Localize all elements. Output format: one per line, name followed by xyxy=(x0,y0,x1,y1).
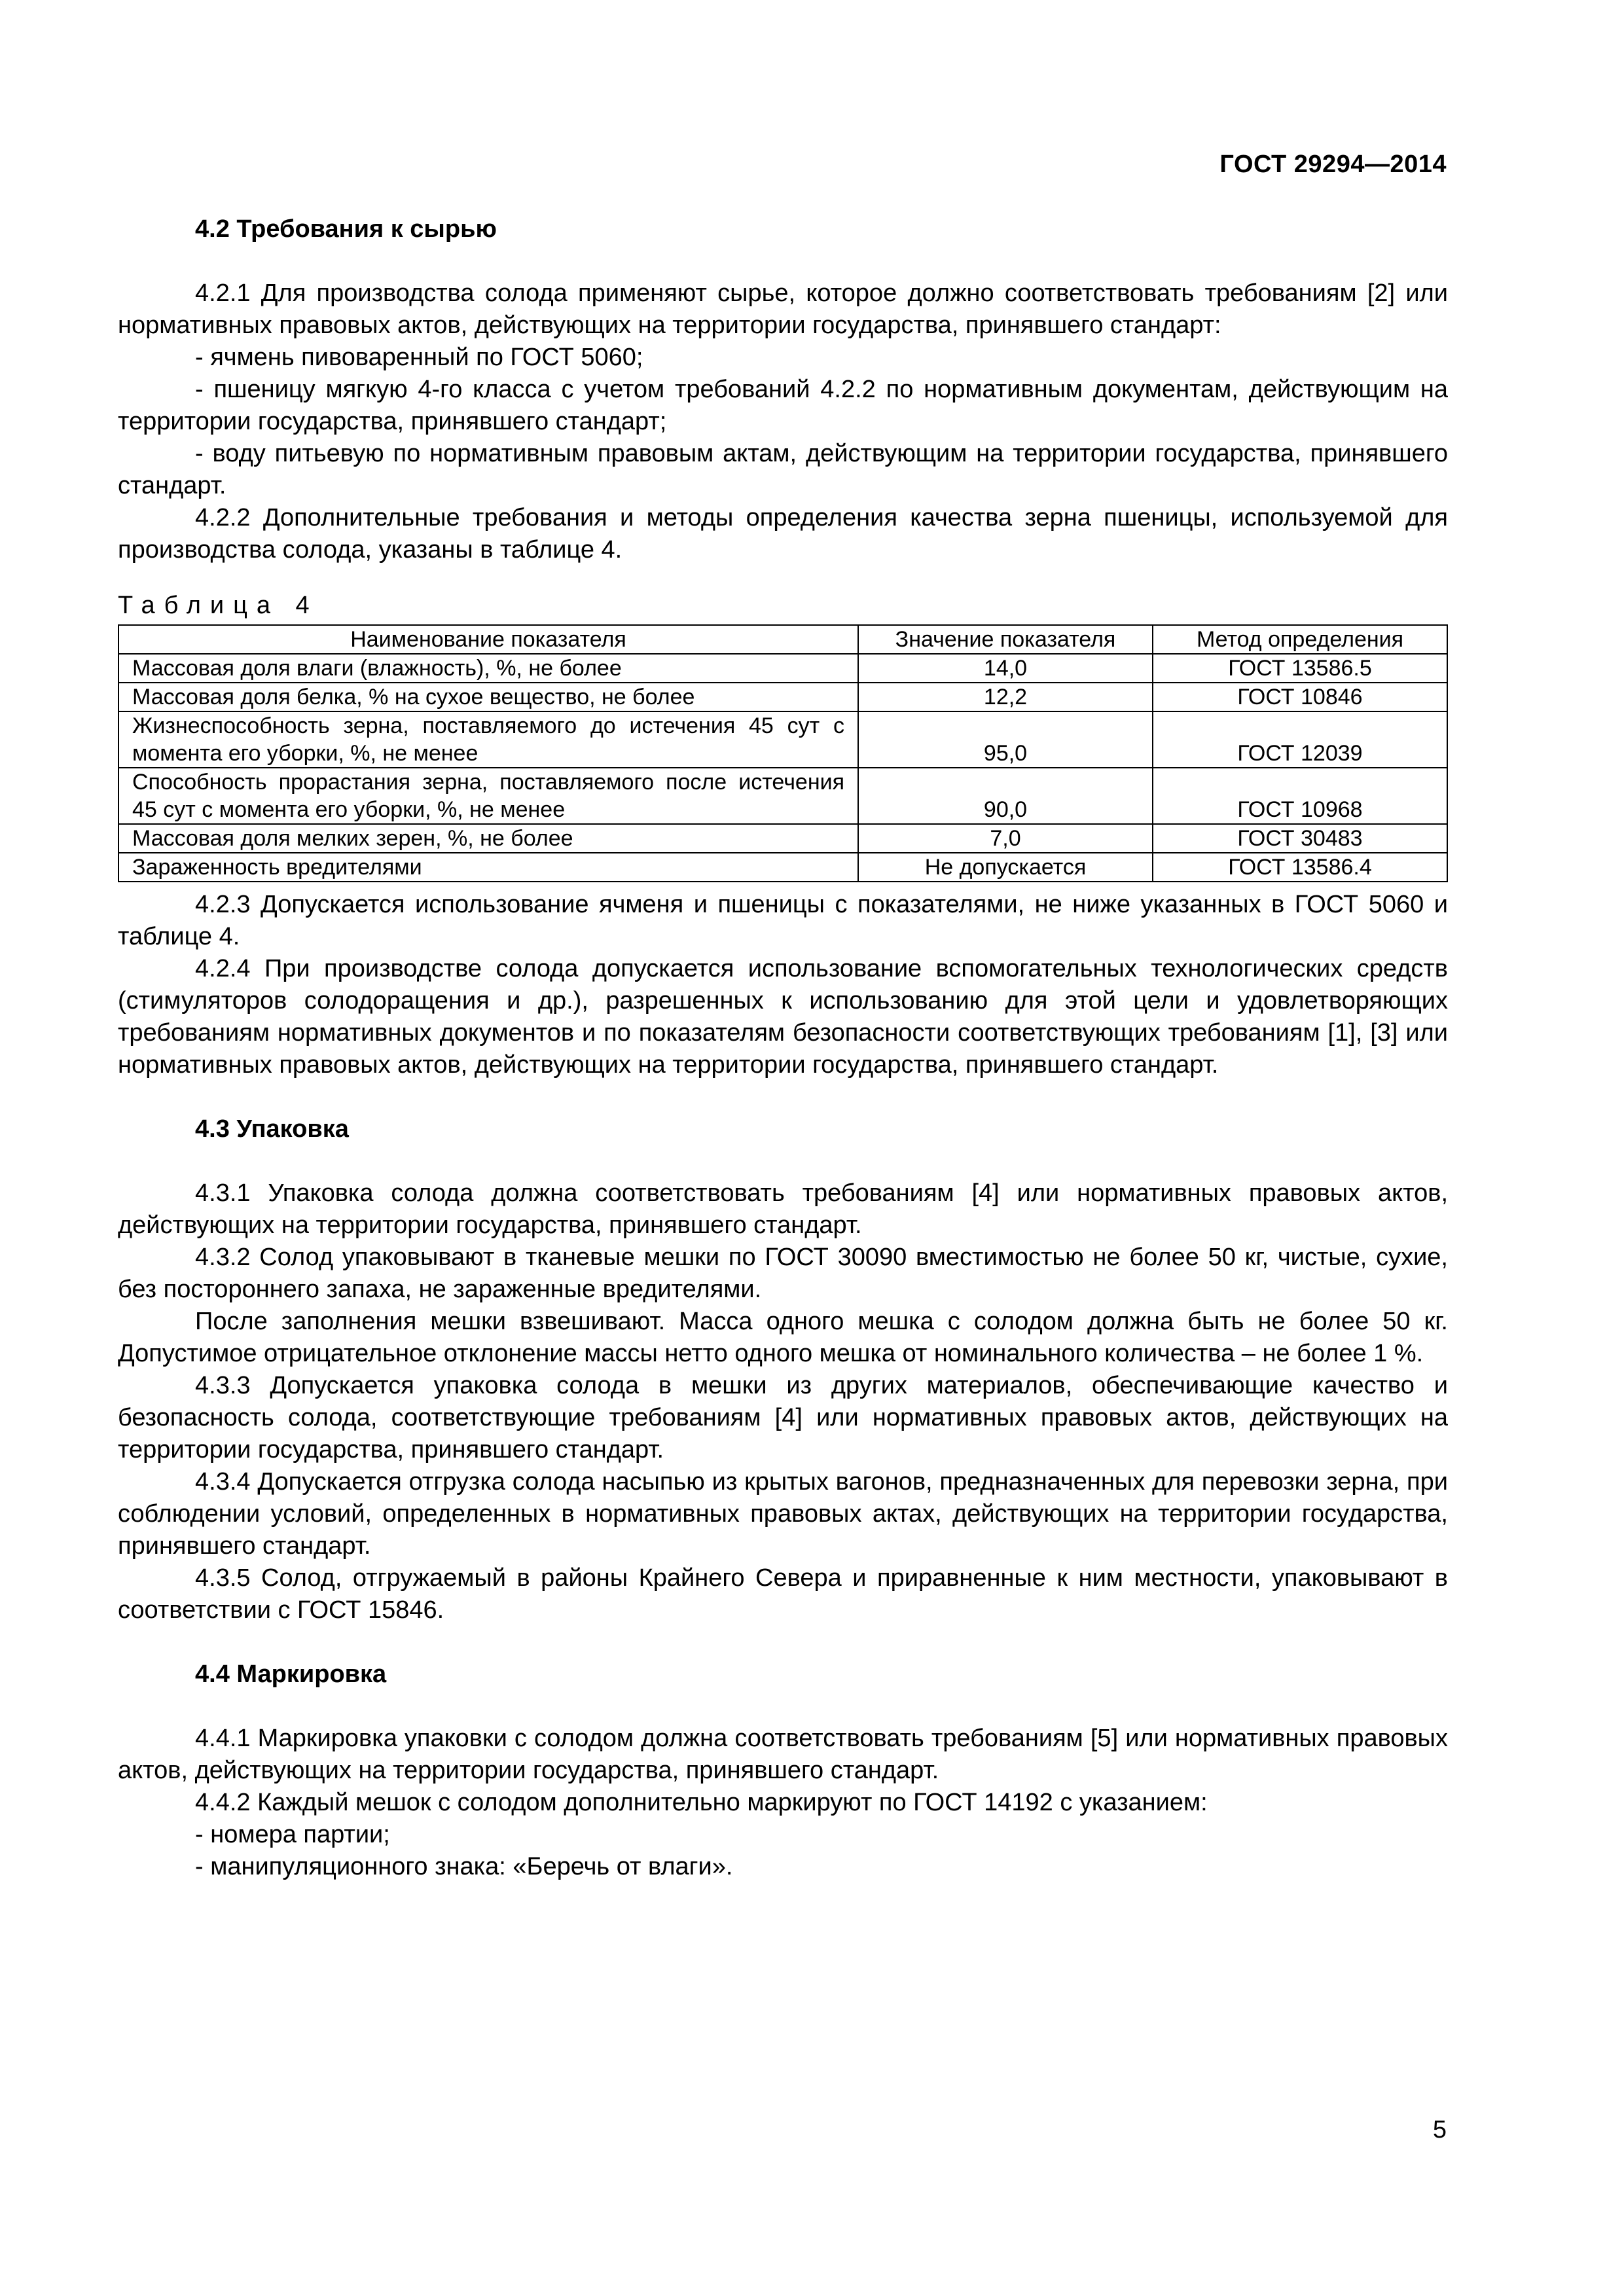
document-id: ГОСТ 29294—2014 xyxy=(1219,151,1447,178)
list-item: - воду питьевую по нормативным правовым актам, действующим на территории государства, принявшего стандарт. xyxy=(118,440,1448,499)
paragraph-4-2-1: 4.2.1 Для производства солода применяют сырье, которое должно соответствовать требованиям [2] или нормативных правовых актов, действующих на территории государства, принявшего стандарт: xyxy=(118,279,1448,339)
indicator-name: Массовая доля белка, % на сухое вещество, не более xyxy=(118,683,858,711)
list-item: - пшеницу мягкую 4-го класса с учетом требований 4.2.2 по нормативным документам, действующим на территории государства, принявшего стандарт; xyxy=(118,376,1448,435)
column-header-value: Значение показателя xyxy=(858,625,1153,654)
column-header-name: Наименование показателя xyxy=(118,625,858,654)
indicator-method: ГОСТ 13586.5 xyxy=(1153,654,1447,683)
table-row xyxy=(118,683,1447,711)
indicator-method: ГОСТ 30483 xyxy=(1153,824,1447,853)
page-content xyxy=(118,213,1448,1883)
indicator-name: Способность прорастания зерна, поставляемого после истечения 45 сут с момента его уборки, %, не менее xyxy=(118,768,858,824)
requirements-table xyxy=(118,624,1448,882)
indicator-value: 90,0 xyxy=(858,768,1153,824)
indicator-name: Зараженность вредителями xyxy=(118,853,858,882)
indicator-method: ГОСТ 10968 xyxy=(1153,768,1447,824)
paragraph-4-2-2: 4.2.2 Дополнительные требования и методы определения качества зерна пшеницы, используемой для производства солода, указаны в таблице 4. xyxy=(118,504,1448,564)
indicator-value: 7,0 xyxy=(858,824,1153,853)
paragraph-4-2-3: 4.2.3 Допускается использование ячменя и пшеницы с показателями, не ниже указанных в ГОСТ 5060 и таблице 4. xyxy=(118,891,1448,950)
paragraph-4-3-5: 4.3.5 Солод, отгружаемый в районы Крайнего Севера и приравненные к ним местности, упаковывают в соответствии с ГОСТ 15846. xyxy=(118,1564,1448,1624)
table-row xyxy=(118,711,1447,768)
paragraph-4-3-2: 4.3.2 Солод упаковывают в тканевые мешки по ГОСТ 30090 вместимостью не более 50 кг, чистые, сухие, без постороннего запаха, не зараженные вредителями. xyxy=(118,1244,1448,1303)
column-header-method: Метод определения xyxy=(1153,625,1447,654)
table-row xyxy=(118,654,1447,683)
paragraph-4-2-4: 4.2.4 При производстве солода допускается использование вспомогательных технологических средств (стимуляторов солодоращения и др.), разрешенных к использованию для этой цели и удовлетворяющих требованиям нормативных документов и по показателям безопасности соответствующих требованиям [1], [3] или нормативных правовых актов, действующих на территории государства, принявшего стандарт. xyxy=(118,955,1448,1079)
page-number: 5 xyxy=(1432,2116,1447,2144)
table-row xyxy=(118,824,1447,853)
list-item: - манипуляционного знака: «Беречь от влаги». xyxy=(195,1853,733,1880)
indicator-value: Не допускается xyxy=(858,853,1153,882)
table-row xyxy=(118,768,1447,824)
section-heading-4-4: 4.4 Маркировка xyxy=(195,1660,387,1688)
indicator-value: 12,2 xyxy=(858,683,1153,711)
paragraph-4-3-4: 4.3.4 Допускается отгрузка солода насыпью из крытых вагонов, предназначенных для перевозки зерна, при соблюдении условий, определенных в нормативных правовых актах, действующих на территории государства, принявшего стандарт. xyxy=(118,1468,1448,1560)
indicator-name: Массовая доля мелких зерен, %, не более xyxy=(118,824,858,853)
table-header-row xyxy=(118,625,1447,654)
indicator-name: Жизнеспособность зерна, поставляемого до истечения 45 сут с момента его уборки, %, не менее xyxy=(118,711,858,768)
indicator-value: 14,0 xyxy=(858,654,1153,683)
section-heading-4-2: 4.2 Требования к сырью xyxy=(195,215,497,243)
paragraph-4-4-1: 4.4.1 Маркировка упаковки с солодом должна соответствовать требованиям [5] или нормативных правовых актов, действующих на территории государства, принявшего стандарт. xyxy=(118,1725,1448,1784)
list-item: - ячмень пивоваренный по ГОСТ 5060; xyxy=(195,344,643,371)
paragraph-4-3-1: 4.3.1 Упаковка солода должна соответствовать требованиям [4] или нормативных правовых актов, действующих на территории государства, принявшего стандарт. xyxy=(118,1179,1448,1239)
list-item: - номера партии; xyxy=(195,1821,390,1848)
indicator-method: ГОСТ 10846 xyxy=(1153,683,1447,711)
table-row xyxy=(118,853,1447,882)
indicator-method: ГОСТ 13586.4 xyxy=(1153,853,1447,882)
indicator-value: 95,0 xyxy=(858,711,1153,768)
table-caption: Таблица 4 xyxy=(118,592,319,619)
indicator-method: ГОСТ 12039 xyxy=(1153,711,1447,768)
indicator-name: Массовая доля влаги (влажность), %, не более xyxy=(118,654,858,683)
paragraph-4-4-2: 4.4.2 Каждый мешок с солодом дополнительно маркируют по ГОСТ 14192 с указанием: xyxy=(195,1789,1208,1816)
paragraph-4-3-2-continued: После заполнения мешки взвешивают. Масса одного мешка с солодом должна быть не более 50 кг. Допустимое отрицательное отклонение массы нетто одного мешка от номинального количества – не более 1 %. xyxy=(118,1308,1448,1367)
paragraph-4-3-3: 4.3.3 Допускается упаковка солода в мешки из других материалов, обеспечивающие качество и безопасность солода, соответствующие требованиям [4] или нормативных правовых актов, действующих на территории государства, принявшего стандарт. xyxy=(118,1372,1448,1463)
section-heading-4-3: 4.3 Упаковка xyxy=(195,1115,349,1143)
